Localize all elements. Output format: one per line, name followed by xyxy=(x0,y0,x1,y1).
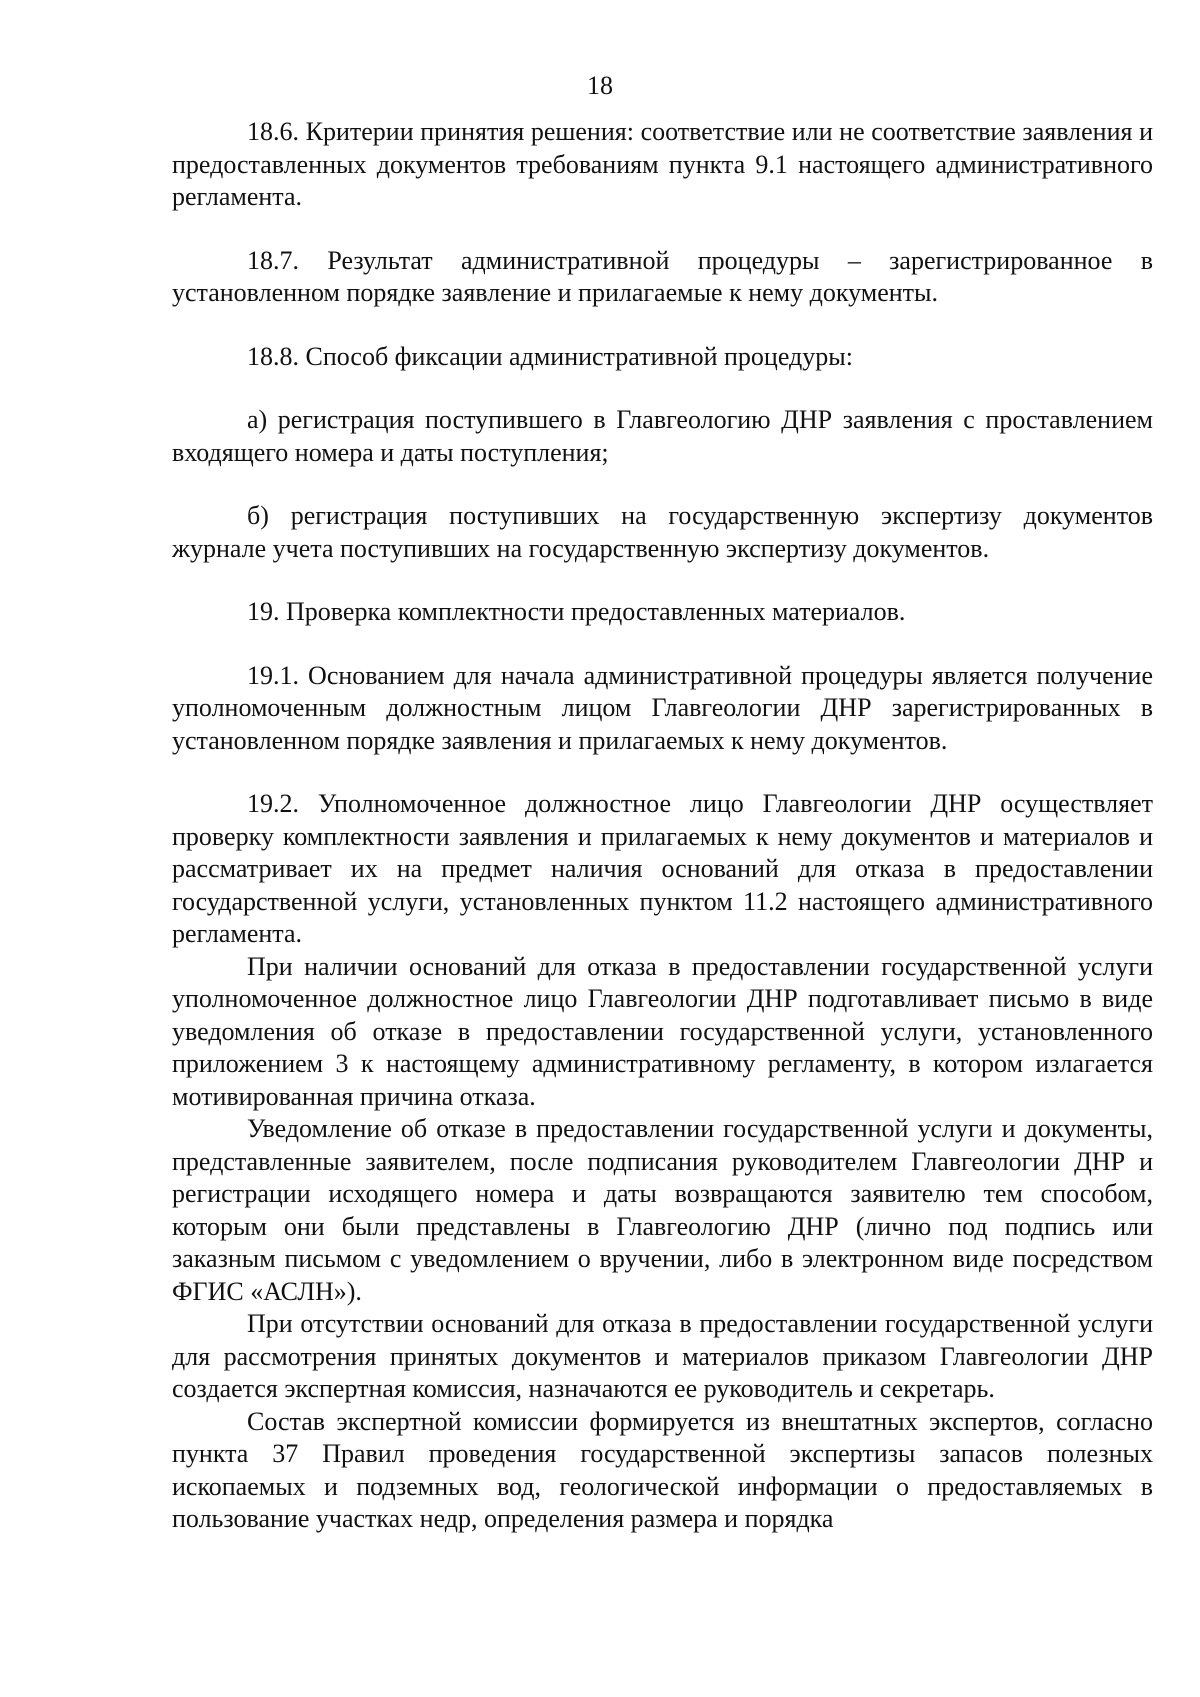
paragraph-19-2: 19.2. Уполномоченное должностное лицо Главгеологии ДНР осуществляет проверку комплектности заявления и прилагаемых к нему документов и материалов и рассматривает их на предмет наличия оснований для отказа в предоставлении государственной услуги, установленных пунктом 11.2 настоящего административного регламента. xyxy=(172,789,1153,948)
paragraph-19: 19. Проверка комплектности предоставленных материалов. xyxy=(247,597,906,626)
paragraph-18-6: 18.6. Критерии принятия решения: соответствие или не соответствие заявления и предоставленных документов требованиям пункта 9.1 настоящего административного регламента. xyxy=(172,117,1153,211)
paragraph-18-8-a: а) регистрация поступившего в Главгеологию ДНР заявления с проставлением входящего номера и даты поступления; xyxy=(172,405,1153,467)
paragraph-expert-commission: При отсутствии оснований для отказа в предоставлении государственной услуги для рассмотрения принятых документов и материалов приказом Главгеологии ДНР создается экспертная комиссия, назначаются ее руководитель и секретарь. xyxy=(172,1309,1153,1403)
page-number: 18 xyxy=(587,71,613,100)
paragraph-18-7: 18.7. Результат административной процедуры – зарегистрированное в установленном порядке заявление и прилагаемые к нему документы. xyxy=(172,245,1153,307)
paragraph-commission-composition: Состав экспертной комиссии формируется из внештатных экспертов, согласно пункта 37 Правил проведения государственной экспертизы запасов полезных ископаемых и подземных вод, геологической информации о предоставляемых в пользование участках недр, определения размера и порядка xyxy=(172,1406,1153,1533)
paragraph-refusal-grounds: При наличии оснований для отказа в предоставлении государственной услуги уполномоченное должностное лицо Главгеологии ДНР подготавливает письмо в виде уведомления об отказе в предоставлении государственной услуги, установленного приложением 3 к настоящему административному регламенту, в котором излагается мотивированная причина отказа. xyxy=(172,951,1153,1111)
paragraph-18-8: 18.8. Способ фиксации административной процедуры: xyxy=(247,341,853,371)
paragraph-19-1: 19.1. Основанием для начала административной процедуры является получение уполномоченным должностным лицом Главгеологии ДНР зарегистрированных в установленном порядке заявления и прилагаемых к нему документов. xyxy=(172,660,1153,755)
paragraph-18-8-b: б) регистрация поступивших на государственную экспертизу документов журнале учета поступивших на государственную экспертизу документов. xyxy=(172,501,1153,563)
document-body xyxy=(172,116,1153,1536)
paragraph-refusal-notice: Уведомление об отказе в предоставлении государственной услуги и документы, представленные заявителем, после подписания руководителем Главгеологии ДНР и регистрации исходящего номера и даты возвращаются заявителю тем способом, которым они были представлены в Главгеологию ДНР (лично под подпись или заказным письмом с уведомлением о вручении, либо в электронном виде посредством ФГИС «АСЛН»). xyxy=(172,1114,1153,1306)
